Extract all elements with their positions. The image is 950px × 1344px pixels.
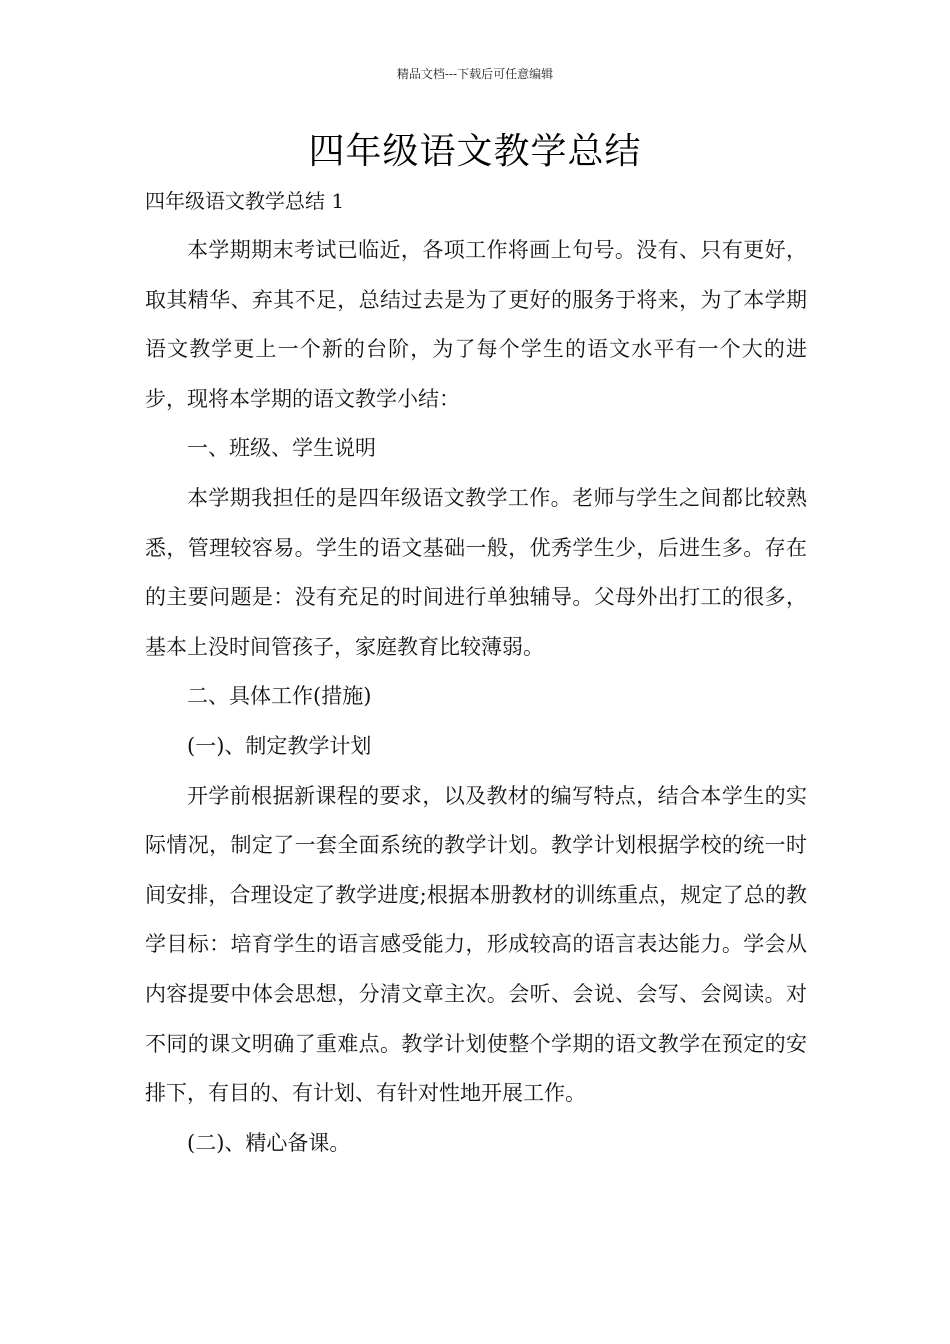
section-heading-specific-work: 二、具体工作(措施) [187,684,372,709]
subsection-heading-teaching-plan: (一)、制定教学计划 [187,733,372,758]
paragraph-teaching-plan: 开学前根据新课程的要求，以及教材的编写特点，结合本学生的实际情况，制定了一套全面系统的教学计划。教学计划根据学校的统一时间安排，合理设定了教学进度;根据本册教材的训练重点，规定了总的教学目标：培育学生的语言感受能力，形成较高的语言表达能力。学会从内容提要中体会思想，分清文章主次。会听、会说、会写、会阅读。对不同的课文明确了重难点。教学计划使整个学期的语文教学在预定的安排下，有目的、有计划、有针对性地开展工作。 [145,783,807,1106]
paragraph-class-students: 本学期我担任的是四年级语文教学工作。老师与学生之间都比较熟悉，管理较容易。学生的语文基础一般，优秀学生少，后进生多。存在的主要问题是：没有充足的时间进行单独辅导。父母外出打工的很多，基本上没时间管孩子，家庭教育比较薄弱。 [145,485,807,659]
document-subtitle: 四年级语文教学总结 1 [145,189,345,213]
subsection-heading-lesson-prep: (二)、精心备课。 [187,1130,351,1155]
document-body [145,226,807,1168]
paragraph-intro: 本学期期末考试已临近，各项工作将画上句号。没有、只有更好，取其精华、弃其不足，总结过去是为了更好的服务于将来，为了本学期语文教学更上一个新的台阶，为了每个学生的语文水平有一个大的进步，现将本学期的语文教学小结： [145,238,807,411]
document-title: 四年级语文教学总结 [308,131,642,172]
page-header-note: 精品文档---下载后可任意编辑 [396,67,554,81]
section-heading-class-students: 一、班级、学生说明 [187,436,376,461]
